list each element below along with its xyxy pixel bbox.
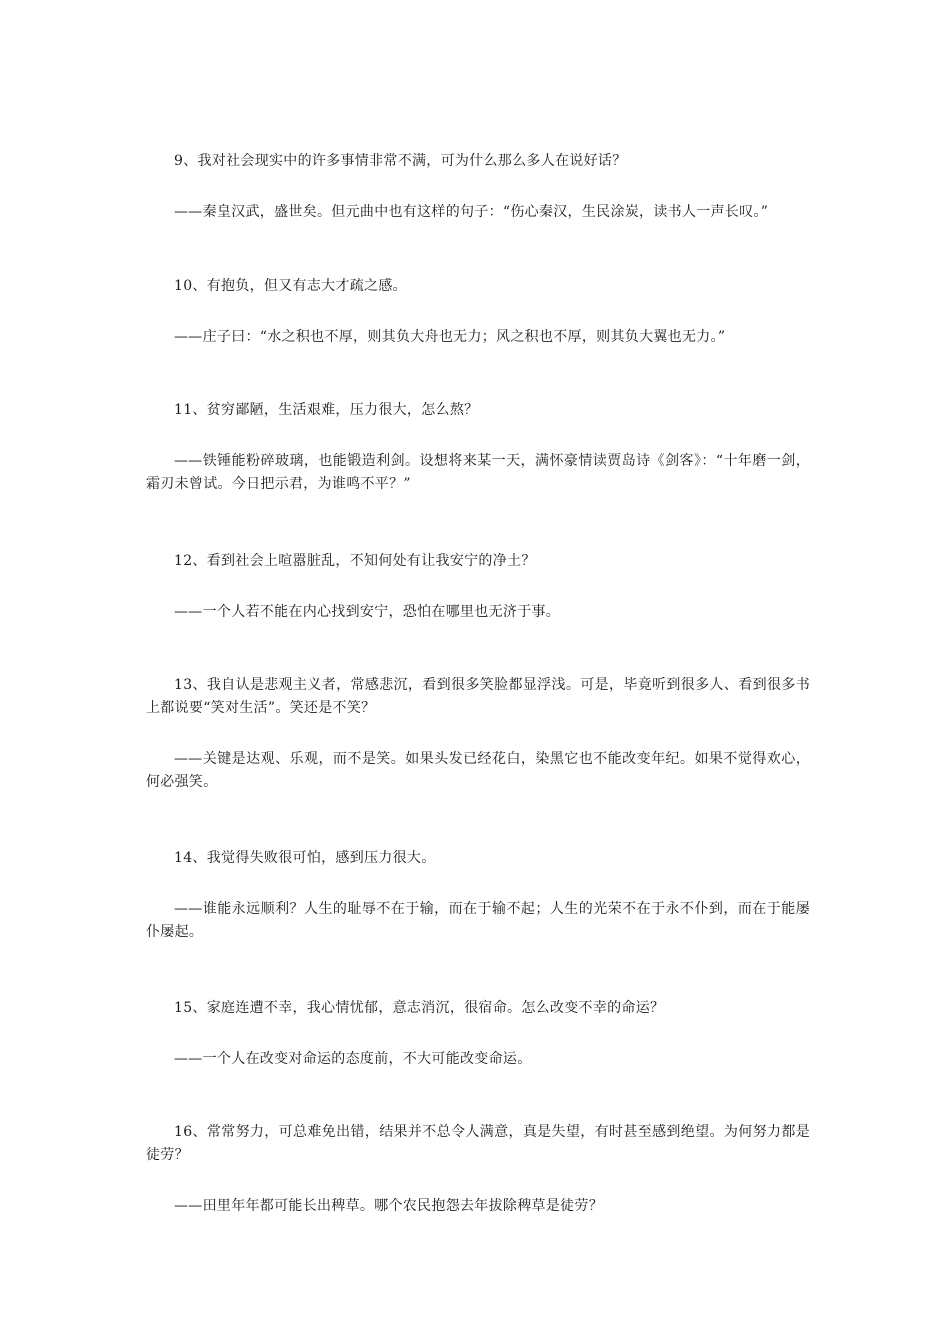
question: 13、我自认是悲观主义者，常感悲沉，看到很多笑脸都显浮浅。可是，毕竟听到很多人、看到很多书上都说要“笑对生活”。笑还是不笑？ <box>146 677 810 716</box>
question: 11、贫穷鄙陋，生活艰难，压力很大，怎么熬？ <box>174 402 479 418</box>
qa-item-15 <box>146 997 810 1071</box>
answer: ——田里年年都可能长出稗草。哪个农民抱怨去年拔除稗草是徒劳？ <box>174 1198 603 1214</box>
answer: ——关键是达观、乐观，而不是笑。如果头发已经花白，染黑它也不能改变年纪。如果不觉得欢心，何必强笑。 <box>146 751 810 790</box>
answer: ——一个人在改变对命运的态度前，不大可能改变命运。 <box>174 1051 532 1067</box>
qa-item-13 <box>146 674 810 794</box>
qa-item-12 <box>146 550 810 624</box>
question: 15、家庭连遭不幸，我心情忧郁，意志消沉，很宿命。怎么改变不幸的命运？ <box>174 1000 665 1016</box>
qa-item-9 <box>146 150 810 224</box>
answer: ——秦皇汉武，盛世矣。但元曲中也有这样的句子：“伤心秦汉，生民涂炭，读书人一声长叹。” <box>174 204 769 220</box>
qa-item-11 <box>146 399 810 496</box>
answer: ——庄子曰：“水之积也不厚，则其负大舟也无力；风之积也不厚，则其负大翼也无力。” <box>174 329 726 345</box>
answer: ——铁锤能粉碎玻璃，也能锻造利剑。设想将来某一天，满怀豪情读贾岛诗《剑客》：“十年磨一剑，霜刃未曾试。今日把示君，为谁鸣不平？” <box>146 453 810 492</box>
qa-item-14 <box>146 847 810 944</box>
answer: ——一个人若不能在内心找到安宁，恐怕在哪里也无济于事。 <box>174 604 561 620</box>
qa-item-10 <box>146 275 810 349</box>
question: 14、我觉得失败很可怕，感到压力很大。 <box>174 850 436 866</box>
question: 10、有抱负，但又有志大才疏之感。 <box>174 278 407 294</box>
qa-item-16 <box>146 1121 810 1218</box>
question: 16、常常努力，可总难免出错，结果并不总令人满意，真是失望，有时甚至感到绝望。为何努力都是徒劳？ <box>146 1124 810 1163</box>
question: 9、我对社会现实中的许多事情非常不满，可为什么那么多人在说好话？ <box>174 153 627 169</box>
question: 12、看到社会上喧嚣脏乱，不知何处有让我安宁的净土？ <box>174 553 536 569</box>
answer: ——谁能永远顺利？人生的耻辱不在于输，而在于输不起；人生的光荣不在于永不仆到，而在于能屡仆屡起。 <box>146 901 810 940</box>
